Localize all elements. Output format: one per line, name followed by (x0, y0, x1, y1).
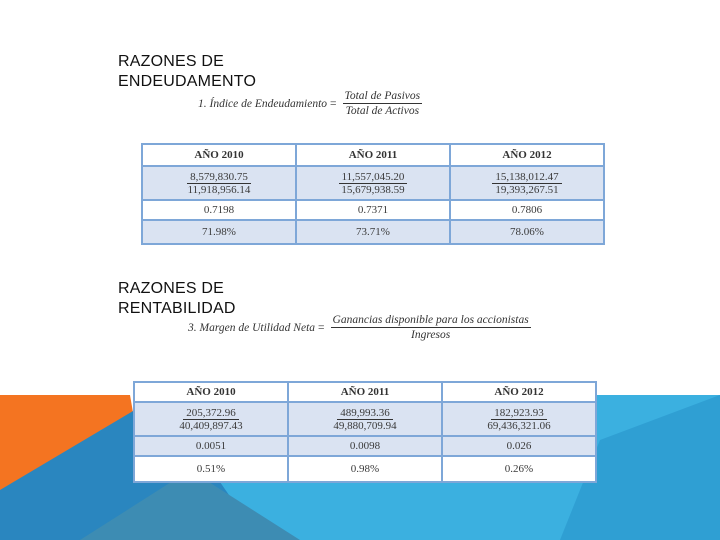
profit-formula-denominator: Ingresos (411, 329, 451, 341)
profit-fraction-cell (442, 402, 596, 436)
debt-title-line2: ENDEUDAMENTO (118, 73, 257, 90)
debt-denominator: 19,393,267.51 (495, 183, 559, 196)
profit-percent-cell: 0.51% (134, 456, 288, 482)
profit-numerator: 182,923.93 (491, 407, 547, 420)
debt-formula (198, 90, 422, 117)
debt-denominator: 11,918,956.14 (187, 183, 251, 196)
profit-formula-fraction (331, 314, 531, 341)
equals-sign: = (318, 321, 325, 334)
profit-fraction-row (134, 402, 596, 436)
profit-title-line2: RENTABILIDAD (118, 300, 236, 317)
profit-denominator: 69,436,321.06 (487, 419, 551, 432)
profit-title-line1: RAZONES DE (118, 280, 225, 297)
debt-denominator: 15,679,938.59 (341, 183, 405, 196)
debt-formula-fraction (343, 90, 423, 117)
profit-percent-row (134, 456, 596, 482)
profit-percent-cell: 0.98% (288, 456, 442, 482)
equals-sign: = (330, 97, 337, 110)
profit-ratio-cell: 0.026 (442, 436, 596, 456)
profit-numerator: 489,993.36 (337, 407, 393, 420)
debt-table (141, 143, 605, 245)
profit-header-cell: AÑO 2012 (442, 382, 596, 402)
debt-title-line1: RAZONES DE (118, 53, 225, 70)
debt-fraction-cell (142, 166, 296, 200)
profit-ratio-cell: 0.0051 (134, 436, 288, 456)
profit-ratio-row (134, 436, 596, 456)
debt-section-title (118, 52, 378, 92)
debt-numerator: 11,557,045.20 (339, 171, 408, 184)
profit-section-title (118, 279, 378, 319)
debt-header-cell: AÑO 2010 (142, 144, 296, 166)
debt-ratio-cell: 0.7806 (450, 200, 604, 220)
profit-fraction-cell (134, 402, 288, 436)
profit-formula-label: 3. Margen de Utilidad Neta (188, 321, 316, 334)
profit-denominator: 40,409,897.43 (179, 419, 243, 432)
debt-fraction-cell (450, 166, 604, 200)
profit-percent-cell: 0.26% (442, 456, 596, 482)
profit-header-cell: AÑO 2011 (288, 382, 442, 402)
profit-numerator: 205,372.96 (183, 407, 239, 420)
debt-numerator: 8,579,830.75 (187, 171, 251, 184)
debt-header-row (142, 144, 604, 166)
debt-ratio-cell: 0.7198 (142, 200, 296, 220)
debt-percent-row (142, 220, 604, 244)
debt-ratio-cell: 0.7371 (296, 200, 450, 220)
debt-fraction-row (142, 166, 604, 200)
profit-formula (188, 314, 531, 341)
profit-header-cell: AÑO 2010 (134, 382, 288, 402)
debt-percent-cell: 71.98% (142, 220, 296, 244)
debt-header-cell: AÑO 2011 (296, 144, 450, 166)
debt-header-cell: AÑO 2012 (450, 144, 604, 166)
debt-fraction-cell (296, 166, 450, 200)
profit-ratio-cell: 0.0098 (288, 436, 442, 456)
profit-fraction-cell (288, 402, 442, 436)
profit-formula-numerator: Ganancias disponible para los accionistas (332, 314, 529, 326)
debt-numerator: 15,138,012.47 (492, 171, 561, 184)
debt-percent-cell: 73.71% (296, 220, 450, 244)
debt-ratio-row (142, 200, 604, 220)
profit-header-row (134, 382, 596, 402)
profit-table (133, 381, 597, 483)
debt-percent-cell: 78.06% (450, 220, 604, 244)
debt-formula-label: 1. Índice de Endeudamiento (198, 97, 328, 110)
profit-denominator: 49,880,709.94 (333, 419, 397, 432)
debt-formula-numerator: Total de Pasivos (344, 90, 421, 102)
debt-formula-denominator: Total de Activos (345, 105, 420, 117)
